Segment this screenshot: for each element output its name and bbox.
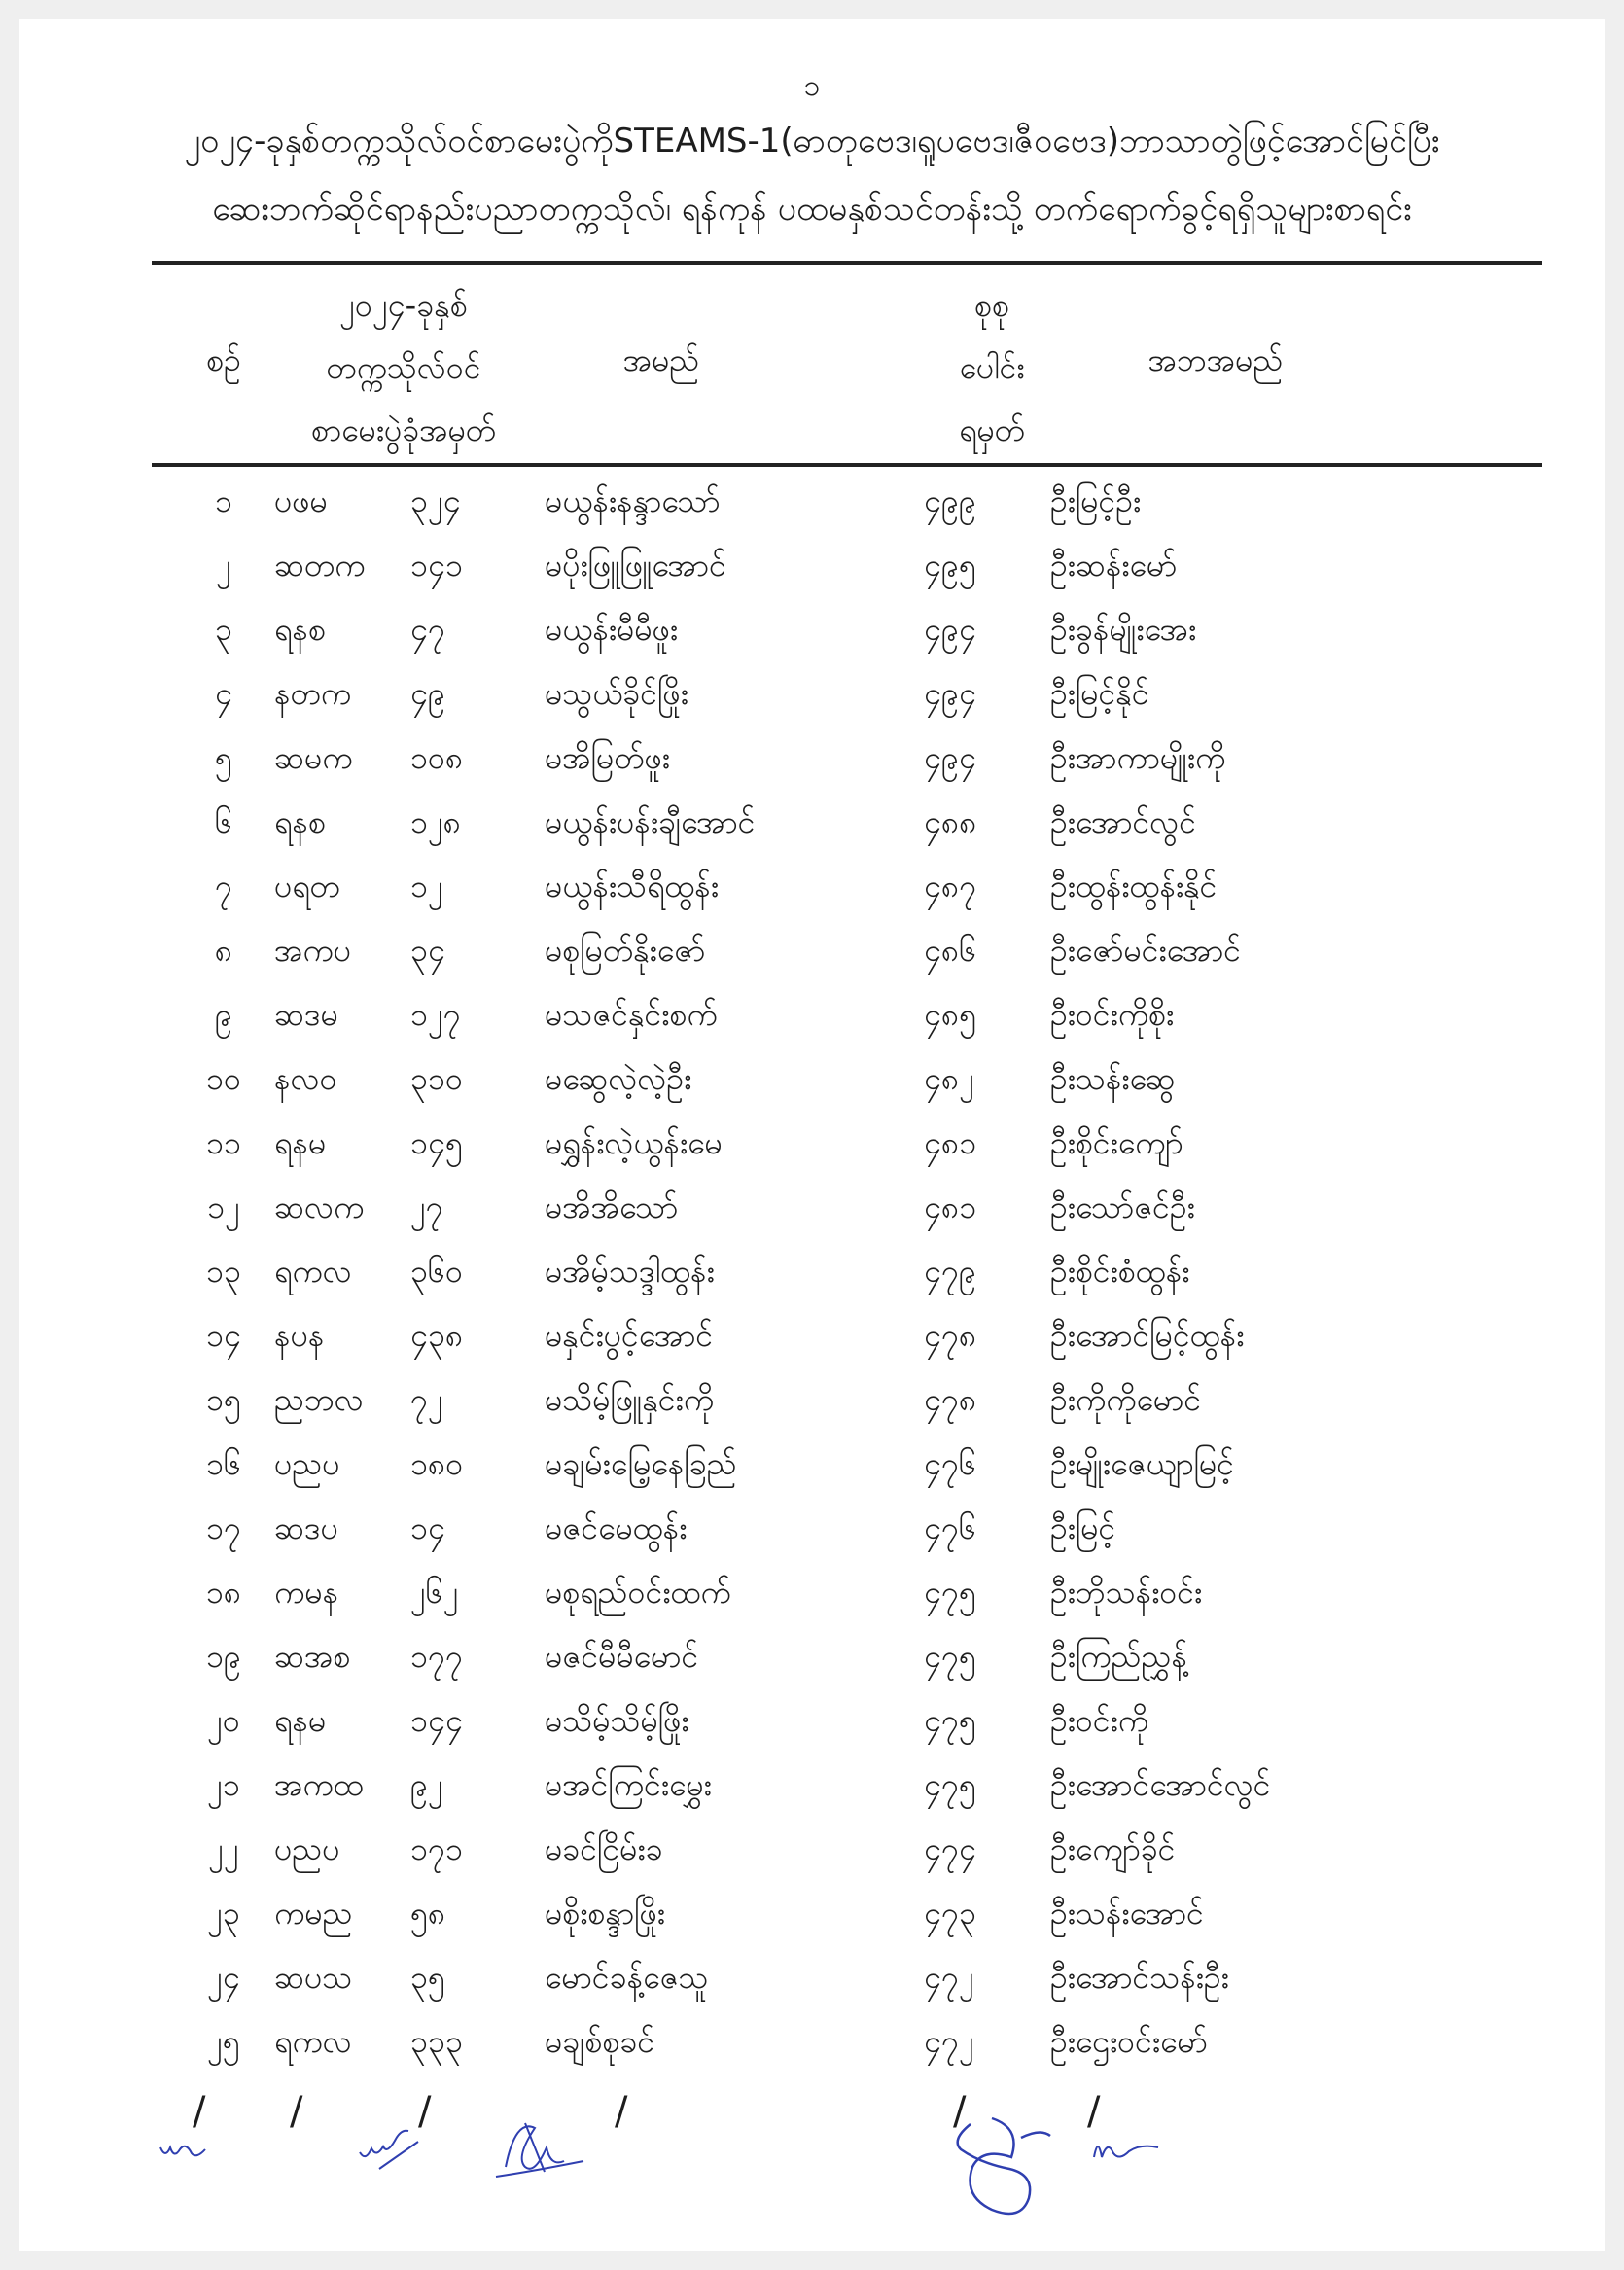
cell-exam-number: ၁၈၀ [410, 1445, 464, 1482]
tick-mark: / [193, 2089, 206, 2134]
cell-father-name: ဦးမြင့်နိုင် [1050, 675, 1149, 712]
header-exam-line-1: ၂၀၂၄-ခုနှစ် [339, 287, 468, 324]
header-name: အမည် [622, 341, 700, 378]
cell-name: မယွန်းနန္ဒာသော် [545, 482, 721, 519]
cell-total-marks: ၄၈၇ [924, 868, 977, 904]
cell-total-marks: ၄၇၉ [924, 1253, 976, 1290]
cell-serial: ၇ [215, 868, 232, 904]
tick-mark: / [290, 2089, 303, 2134]
cell-serial: ၁၀ [206, 1060, 241, 1097]
cell-exam-prefix: ကမန [274, 1574, 339, 1611]
cell-exam-number: ၄၉ [410, 675, 445, 712]
cell-name: မအိမ့်သဒ္ဒါထွန်း [545, 1253, 715, 1290]
cell-name: မဆွေလဲ့လဲ့ဦး [545, 1060, 692, 1097]
table-row [19, 862, 1605, 926]
cell-exam-prefix: အကထ [274, 1766, 364, 1803]
cell-exam-prefix: နလဝ [274, 1060, 337, 1097]
cell-exam-number: ၇၂ [410, 1381, 443, 1418]
table-row [19, 541, 1605, 605]
cell-serial: ၃ [215, 611, 232, 648]
cell-name: မယွန်းပန်းချီအောင် [545, 803, 756, 840]
cell-father-name: ဦးကိုကိုမောင် [1050, 1381, 1202, 1418]
table-row [19, 798, 1605, 862]
cell-exam-number: ၁၀၈ [410, 739, 464, 776]
tick-mark: / [418, 2089, 432, 2134]
cell-total-marks: ၄၇၂ [924, 1959, 974, 1996]
cell-name: မစိုးစန္ဒာဖြိုး [545, 1895, 665, 1932]
cell-total-marks: ၄၇၈ [924, 1317, 977, 1354]
table-row [19, 1183, 1605, 1247]
cell-exam-number: ၁၄၁ [410, 547, 463, 584]
cell-total-marks: ၄၉၄ [924, 611, 976, 648]
cell-total-marks: ၄၈၈ [924, 803, 977, 840]
cell-serial: ၁၃ [206, 1253, 241, 1290]
cell-serial: ၄ [215, 675, 232, 712]
cell-exam-number: ၁၂၈ [410, 803, 461, 840]
table-row [19, 1247, 1605, 1311]
cell-exam-number: ၉၂ [410, 1766, 443, 1803]
cell-exam-prefix: ဆမက [274, 739, 353, 776]
cell-exam-prefix: ပညပ [274, 1830, 340, 1867]
cell-exam-prefix: ဆတက [274, 547, 366, 584]
table-row [19, 1311, 1605, 1375]
cell-exam-prefix: ရကလ [274, 1253, 352, 1290]
cell-name: မအိအိသော် [545, 1188, 679, 1225]
cell-father-name: ဦးသော်ဇင်ဦး [1050, 1188, 1195, 1225]
table-row [19, 1760, 1605, 1825]
cell-exam-prefix: နပန [274, 1317, 325, 1354]
cell-father-name: ဦးအောင်မြင့်ထွန်း [1050, 1317, 1245, 1354]
cell-serial: ၁၄ [206, 1317, 241, 1354]
table-row [19, 1568, 1605, 1632]
tick-mark: / [953, 2089, 967, 2134]
cell-name: မဇင်မီမီမောင် [545, 1638, 699, 1675]
cell-exam-prefix: ရနမ [274, 1702, 327, 1739]
cell-father-name: ဦးအာကာမျိုးကို [1050, 739, 1226, 776]
header-total-line-2: ပေါင်း [959, 349, 1025, 386]
cell-total-marks: ၄၇၈ [924, 1381, 977, 1418]
cell-exam-number: ၄၃၈ [410, 1317, 464, 1354]
cell-exam-prefix: ရနစ [274, 611, 326, 648]
cell-exam-prefix: ရနမ [274, 1124, 327, 1161]
cell-father-name: ဦးဆန်းမော် [1050, 547, 1178, 584]
initials-signature [1089, 2128, 1167, 2167]
header-total-marks [924, 274, 1060, 461]
signature-area [19, 2089, 1605, 2225]
cell-exam-number: ၃၂၄ [410, 482, 461, 519]
header-father-name: အဘအမည် [1147, 341, 1284, 378]
cell-name: မယွန်းမီမီဖူး [545, 611, 678, 648]
cell-serial: ၂၂ [208, 1830, 239, 1867]
cell-exam-number: ၃၄ [410, 932, 445, 969]
cell-exam-number: ၃၅ [410, 1959, 445, 1996]
cell-total-marks: ၄၉၄ [924, 739, 976, 776]
cell-name: မောင်ခန့်ဇေသူ [545, 1959, 709, 1996]
table-row [19, 733, 1605, 798]
cell-serial: ၁၇ [206, 1509, 241, 1546]
cell-serial: ၁၁ [206, 1124, 241, 1161]
cell-name: မသိမ့်ဖြူနှင်းကို [545, 1381, 715, 1418]
table-row [19, 669, 1605, 733]
cell-exam-number: ၄၇ [410, 611, 445, 648]
cell-exam-prefix: ဆပသ [274, 1959, 353, 1996]
cell-father-name: ဦးဝင်းကိုစိုး [1050, 996, 1175, 1033]
cell-total-marks: ၄၉၅ [924, 547, 976, 584]
cell-name: မသိမ့်သိမ့်ဖြိုး [545, 1702, 689, 1739]
tick-mark: / [615, 2089, 628, 2134]
cell-father-name: ဦးခွန်မျိုးအေး [1050, 611, 1197, 648]
table-top-rule [152, 261, 1542, 265]
cell-name: မယွန်းသီရိထွန်း [545, 868, 719, 904]
cell-serial: ၁၉ [206, 1638, 241, 1675]
cell-exam-number: ၃၆၀ [410, 1253, 463, 1290]
cell-serial: ၉ [215, 996, 232, 1033]
cell-exam-number: ၂၆၂ [410, 1574, 459, 1611]
header-total-line-3: ရမှတ် [959, 411, 1025, 448]
document-title-line-1: ၂၀၂၄-ခုနှစ်တက္ကသိုလ်ဝင်စာမေးပွဲကိုSTEAMS-1(ဓာတုဗေဒ၊ရူပဗေဒ၊ဇီဝဗေဒ)ဘာသာတွဲဖြင့်အောင်မြင်ပြီး [184, 122, 1440, 160]
cell-name: မစုမြတ်နိုးဇော် [545, 932, 706, 969]
cell-serial: ၁၆ [206, 1445, 241, 1482]
cell-father-name: ဦးဇော်မင်းအောင် [1050, 932, 1241, 969]
table-row [19, 2017, 1605, 2081]
table-row [19, 605, 1605, 669]
cell-exam-number: ၃၃၃ [410, 2023, 463, 2060]
cell-exam-prefix: နတက [274, 675, 352, 712]
cell-name: မချမ်းမြေ့နေခြည် [545, 1445, 737, 1482]
cell-exam-prefix: ဆအစ [274, 1638, 351, 1675]
initials-signature [156, 2128, 224, 2167]
cell-name: မသွယ်ခိုင်ဖြိုး [545, 675, 688, 712]
cell-exam-prefix: ပရတ [274, 868, 340, 904]
table-row [19, 1504, 1605, 1568]
page-number: ၁ [803, 69, 821, 103]
table-row [19, 1118, 1605, 1183]
cell-total-marks: ၄၇၆ [924, 1445, 976, 1482]
cell-father-name: ဦးမြင့်ဦး [1050, 482, 1142, 519]
cell-serial: ၅ [215, 739, 232, 776]
cell-total-marks: ၄၈၅ [924, 996, 977, 1033]
initials-signature [350, 2109, 438, 2177]
initials-signature [486, 2109, 593, 2186]
cell-father-name: ဦးဝင်းကို [1050, 1702, 1149, 1739]
cell-exam-number: ၁၂၇ [410, 996, 461, 1033]
cell-total-marks: ၄၈၆ [924, 932, 977, 969]
cell-serial: ၈ [214, 932, 233, 969]
cell-exam-number: ၃၁၀ [410, 1060, 463, 1097]
cell-total-marks: ၄၇၅ [924, 1638, 976, 1675]
cell-father-name: ဦးမြင့် [1050, 1509, 1116, 1546]
table-row [19, 1696, 1605, 1760]
cell-father-name: ဦးဘိုသန်းဝင်း [1050, 1574, 1203, 1611]
cell-name: မအိမြတ်ဖူး [545, 739, 670, 776]
cell-father-name: ဦးကျော်ခိုင် [1050, 1830, 1176, 1867]
header-total-line-1: စုစု [974, 287, 1009, 324]
cell-total-marks: ၄၇၂ [924, 2023, 974, 2060]
cell-total-marks: ၄၇၅ [924, 1574, 976, 1611]
cell-father-name: ဦးအောင်သန်းဦး [1050, 1959, 1229, 1996]
cell-father-name: ဦးဌေးဝင်းမော် [1050, 2023, 1208, 2060]
cell-serial: ၁၅ [206, 1381, 241, 1418]
cell-total-marks: ၄၈၁ [924, 1124, 977, 1161]
cell-total-marks: ၄၇၄ [924, 1830, 976, 1867]
cell-exam-number: ၁၄၄ [410, 1702, 463, 1739]
header-exam-line-2: တက္ကသိုလ်ဝင် [326, 349, 481, 386]
cell-total-marks: ၄၇၅ [924, 1702, 976, 1739]
cell-name: မဇင်မေထွန်း [545, 1509, 688, 1546]
cell-name: မရွှန်းလဲ့ယွန်းမေ [545, 1124, 723, 1161]
cell-exam-prefix: ဆလက [274, 1188, 365, 1225]
cell-father-name: ဦးထွန်းထွန်းနိုင် [1050, 868, 1218, 904]
cell-serial: ၂ [216, 547, 231, 584]
cell-father-name: ဦးကြည်ညွှန့် [1050, 1638, 1187, 1675]
cell-name: မနှင်းပွင့်အောင် [545, 1317, 714, 1354]
cell-exam-prefix: အကပ [274, 932, 351, 969]
cell-father-name: ဦးစိုင်းကျော် [1050, 1124, 1183, 1161]
cell-serial: ၂၁ [207, 1766, 240, 1803]
header-exam-line-3: စာမေးပွဲခုံအမှတ် [311, 411, 496, 448]
cell-exam-prefix: ပညပ [274, 1445, 340, 1482]
cell-serial: ၆ [215, 803, 232, 840]
cell-name: မစုရည်ဝင်းထက် [545, 1574, 731, 1611]
cell-serial: ၂၄ [207, 1959, 240, 1996]
cell-total-marks: ၄၉၄ [924, 675, 976, 712]
table-row [19, 1953, 1605, 2017]
cell-exam-number: ၁၄ [410, 1509, 445, 1546]
cell-exam-prefix: ကမည [274, 1895, 353, 1932]
cell-total-marks: ၄၈၂ [924, 1060, 974, 1097]
cell-total-marks: ၄၈၁ [924, 1188, 977, 1225]
cell-name: မပိုးဖြူဖြူအောင် [545, 547, 726, 584]
cell-father-name: ဦးသန်းအောင် [1050, 1895, 1204, 1932]
cell-exam-prefix: ဆဒပ [274, 1509, 338, 1546]
header-serial: စဉ် [206, 341, 241, 378]
table-row [19, 1632, 1605, 1696]
initials-signature [934, 2099, 1060, 2225]
cell-name: မသဇင်နှင်းစက် [545, 996, 718, 1033]
cell-total-marks: ၄၉၉ [924, 482, 976, 519]
cell-serial: ၁၂ [207, 1188, 240, 1225]
table-row [19, 1054, 1605, 1118]
cell-father-name: ဦးစိုင်းစံထွန်း [1050, 1253, 1190, 1290]
table-row [19, 1439, 1605, 1504]
table-row [19, 1825, 1605, 1889]
cell-total-marks: ၄၇၅ [924, 1766, 976, 1803]
cell-exam-number: ၁၂ [410, 868, 443, 904]
cell-serial: ၂၅ [207, 2023, 240, 2060]
cell-total-marks: ၄၇၃ [924, 1895, 976, 1932]
cell-total-marks: ၄၇၆ [924, 1509, 976, 1546]
document-title-line-2: ဆေးဘက်ဆိုင်ရာနည်းပညာတက္ကသိုလ်၊ ရန်ကုန် ပထမနှစ်သင်တန်းသို့ တက်ရောက်ခွင့်ရရှိသူများစာရင်း [212, 190, 1412, 229]
table-row [19, 926, 1605, 990]
table-row [19, 990, 1605, 1054]
cell-father-name: ဦးသန်းဆွေ [1050, 1060, 1176, 1097]
cell-exam-prefix: ရကလ [274, 2023, 352, 2060]
cell-exam-number: ၂၇ [410, 1188, 443, 1225]
cell-name: မအင်ကြင်းမွှေး [545, 1766, 712, 1803]
table-row [19, 477, 1605, 541]
cell-name: မချစ်စုခင် [545, 2023, 655, 2060]
table-row [19, 1889, 1605, 1953]
cell-serial: ၂၀ [207, 1702, 240, 1739]
cell-father-name: ဦးအောင်အောင်လွင် [1050, 1766, 1271, 1803]
cell-serial: ၁ [215, 482, 232, 519]
cell-exam-number: ၁၇၁ [410, 1830, 463, 1867]
table-row [19, 1375, 1605, 1439]
cell-exam-prefix: ရနစ [274, 803, 326, 840]
cell-exam-number: ၁၄၅ [410, 1124, 463, 1161]
cell-exam-number: ၁၇၇ [410, 1638, 463, 1675]
cell-exam-prefix: ပဖမ [274, 482, 328, 519]
cell-serial: ၂၃ [207, 1895, 240, 1932]
table-header-rule [152, 463, 1542, 467]
document-page [19, 19, 1605, 2251]
tick-mark: / [1087, 2089, 1101, 2134]
cell-exam-number: ၅၈ [410, 1895, 446, 1932]
header-exam-number [263, 274, 545, 461]
cell-exam-prefix: ညဘလ [274, 1381, 364, 1418]
cell-serial: ၁၈ [205, 1574, 242, 1611]
cell-name: မခင်ငြိမ်းခ [545, 1830, 663, 1867]
cell-father-name: ဦးမျိုးဇေယျာမြင့် [1050, 1445, 1235, 1482]
cell-father-name: ဦးအောင်လွင် [1050, 803, 1197, 840]
cell-exam-prefix: ဆဒမ [274, 996, 338, 1033]
